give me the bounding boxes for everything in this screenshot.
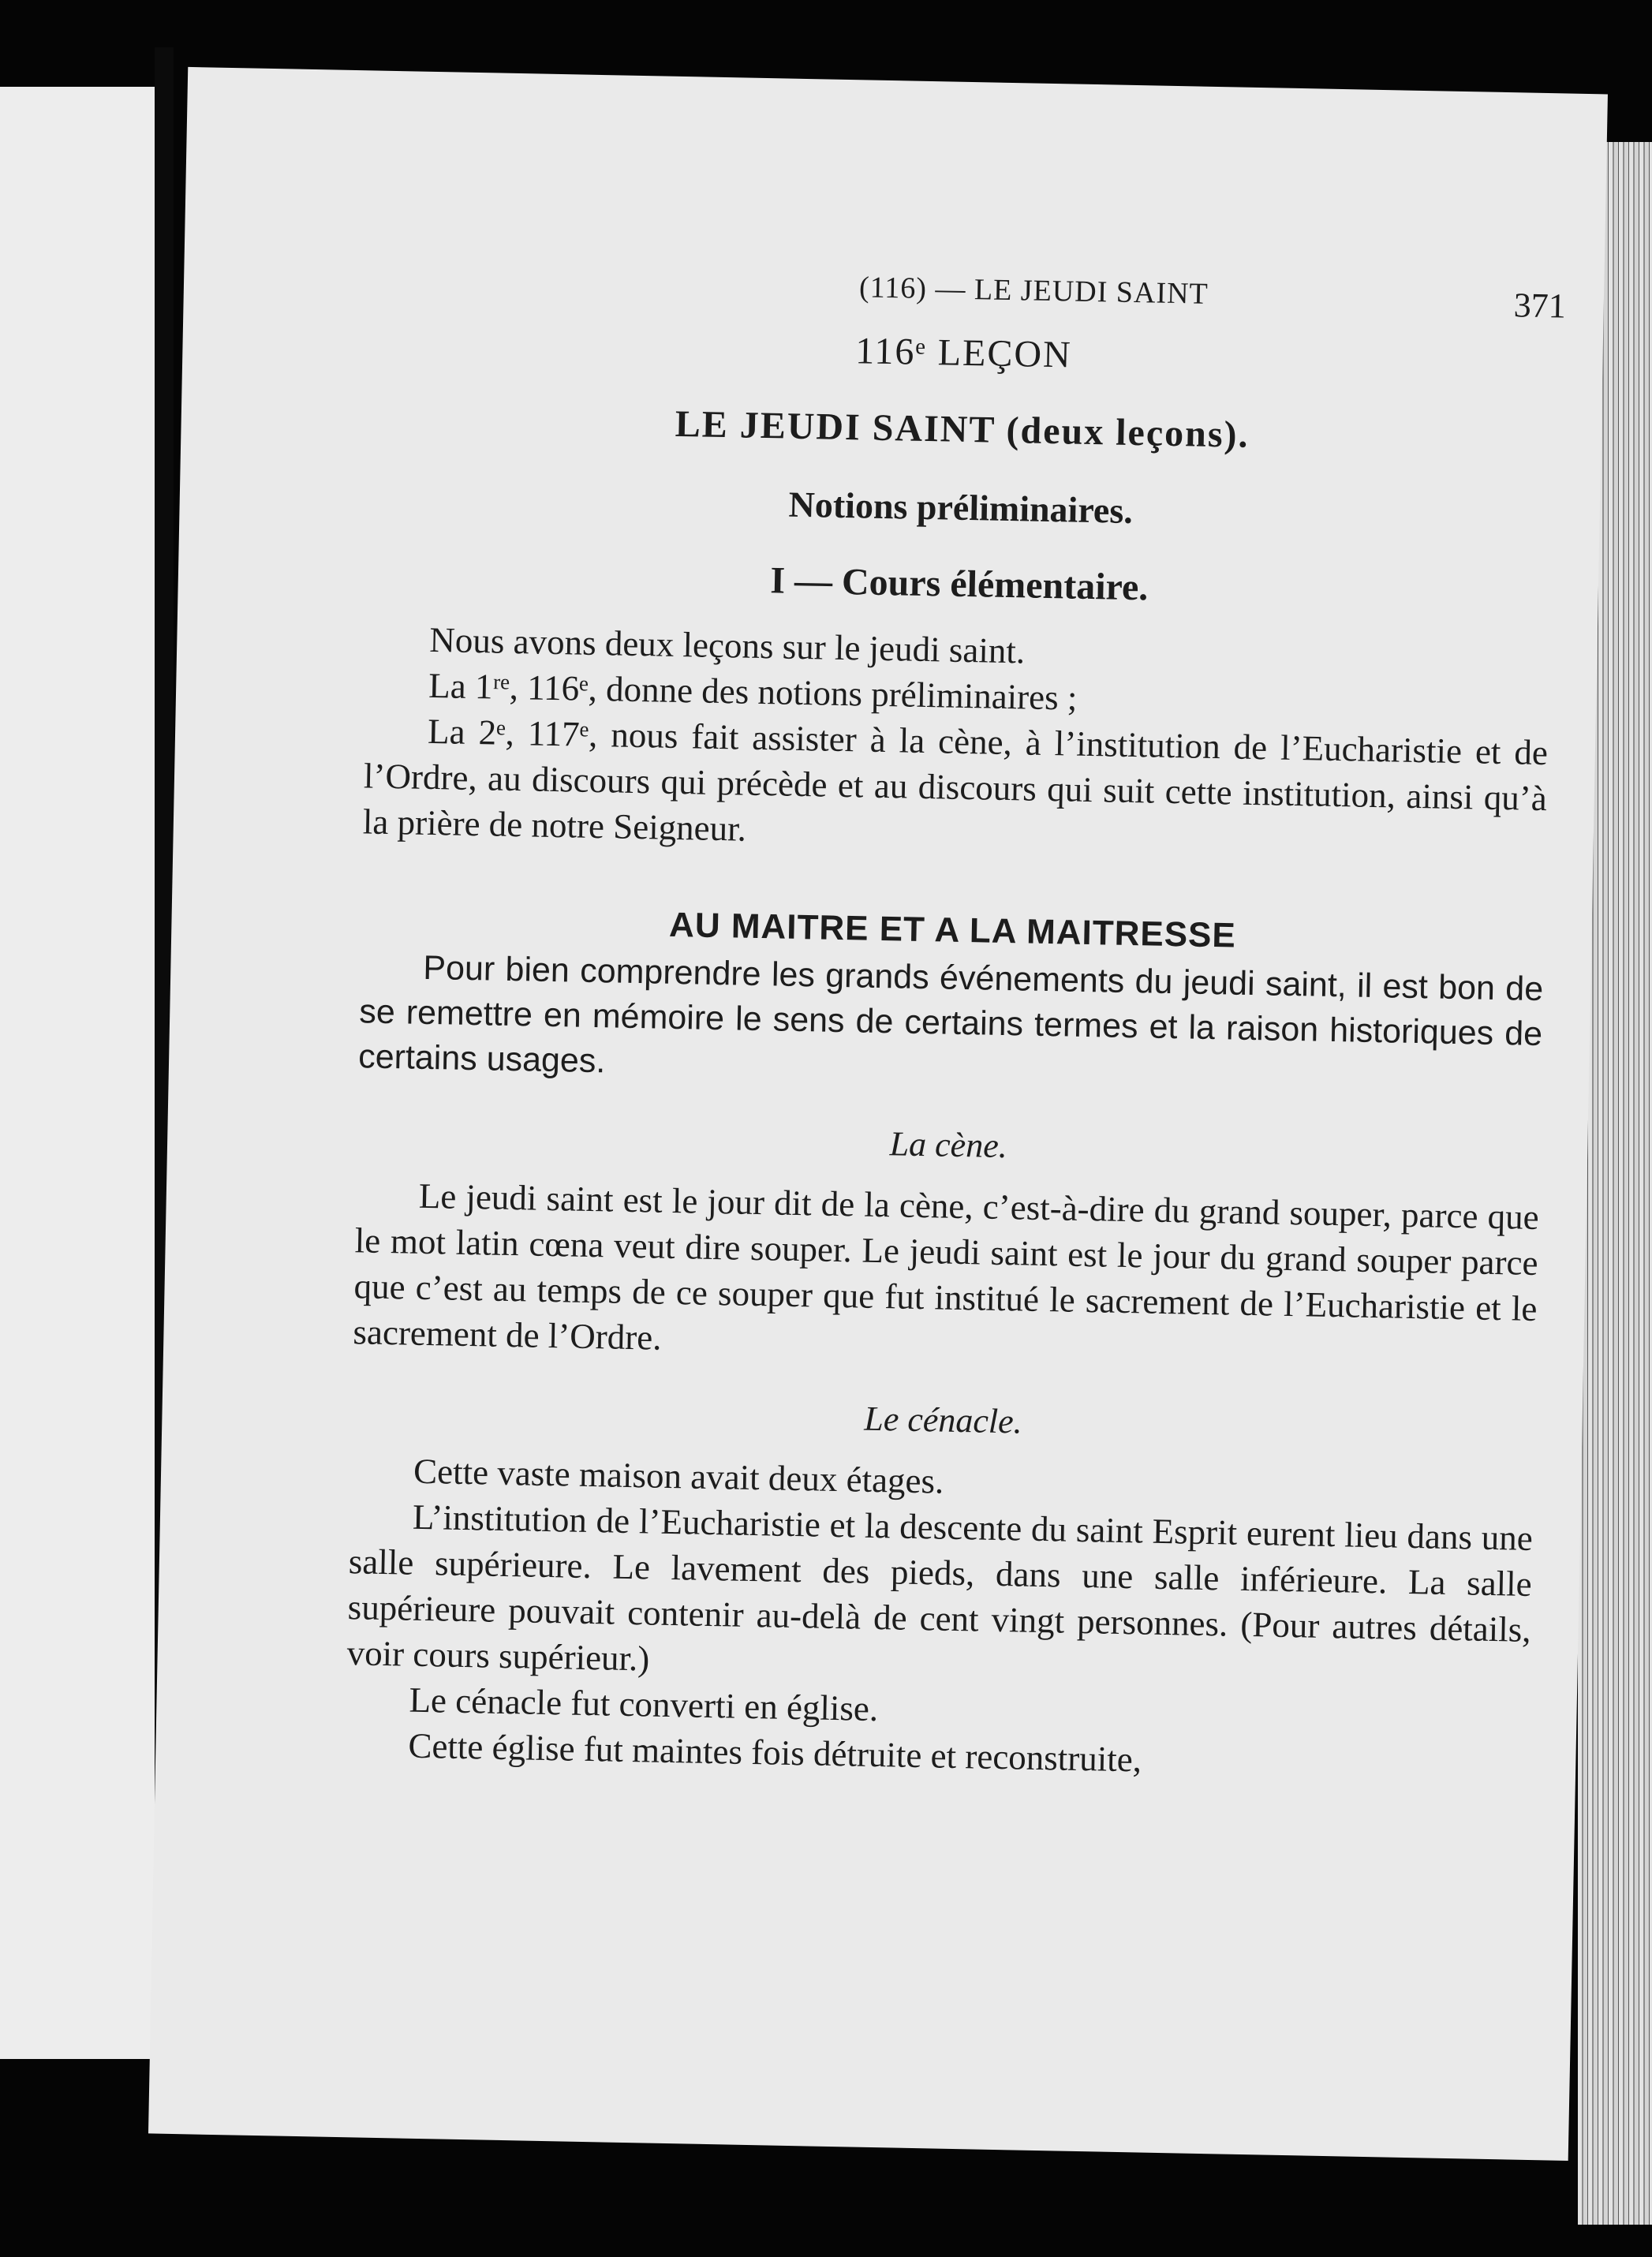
page-text [345, 256, 1567, 1789]
teacher-heading: AU MAITRE ET A LA MAITRESSE [668, 905, 1237, 955]
course-title: I — Cours élémentaire. [769, 559, 1149, 609]
lesson-title: LE JEUDI SAINT (deux leçons). [675, 402, 1250, 456]
cenacle-paragraph: Le cénacle fut converti en église. [409, 1680, 879, 1729]
lesson-number: 116ᵉ LEÇON [854, 330, 1073, 376]
cenacle-section [345, 1447, 1534, 1790]
cene-heading: La cène. [889, 1124, 1008, 1166]
intro-paragraph: Nous avons deux leçons sur le jeudi saint. [428, 619, 1026, 671]
intro-paragraph: La 1ʳᵉ, 116ᵉ, donne des notions préliminaires ; [428, 665, 1078, 718]
left-page-edge [0, 87, 155, 2059]
teacher-section [358, 944, 1544, 1102]
book-page [148, 67, 1608, 2161]
cene-paragraph: Le jeudi saint est le jour dit de la cène, c’est-à-dire du grand souper, parce que le mot latin cœna veut dire souper. Le jeudi saint est le jour du grand souper parce que c’est au temps de ce souper que fut institué le sacrement de l’Eucharistie et le sacrement de l’Ordre. [353, 1175, 1540, 1358]
teacher-paragraph: Pour bien comprendre les grands événements du jeudi saint, il est bon de se remettre en mémoire le sens de certains termes et la raison historiques de certains usages. [357, 948, 1544, 1081]
intro-section [362, 615, 1549, 867]
cenacle-paragraph: L’institution de l’Eucharistie et la descente du saint Esprit eurent lieu dans une salle supérieure. Le lavement des pieds, dans une salle inférieure. La salle supérieure pouvait contenir au-delà de cent vingt personnes. (Pour autres détails, voir cours supérieur.) [346, 1497, 1534, 1679]
intro-paragraph: La 2ᵉ, 117ᵉ, nous fait assister à la cène, à l’institution de l’Eucharistie et de l’Ordre, au discours qui précède et au discours qui suit cette institution, ainsi qu’à la prière de notre Seigneur. [362, 711, 1549, 849]
running-title: (116) — LE JEUDI SAINT [858, 271, 1209, 311]
cene-section [353, 1171, 1539, 1377]
cenacle-heading: Le cénacle. [863, 1399, 1023, 1441]
cenacle-paragraph: Cette vaste maison avait deux étages. [413, 1451, 944, 1501]
section-subtitle: Notions préliminaires. [788, 484, 1134, 532]
page-number: 371 [1513, 286, 1567, 326]
cenacle-paragraph: Cette église fut maintes fois détruite et reconstruite, [408, 1725, 1142, 1780]
